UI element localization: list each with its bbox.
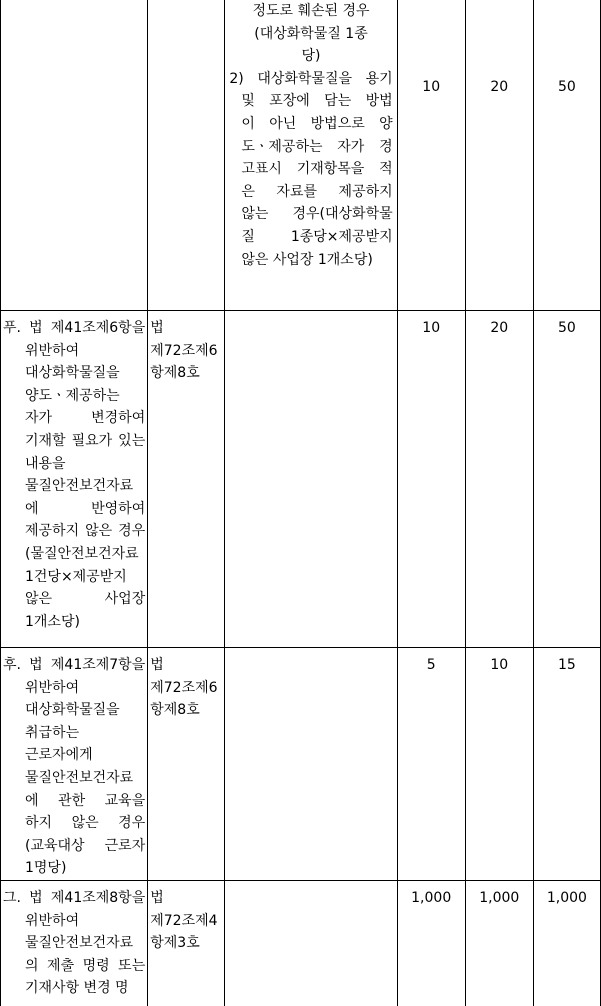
detail-line: 않는 경우(대상화학물 (241, 206, 393, 223)
table-row (1, 648, 601, 881)
violation-text (1, 0, 147, 6)
violation-cell (1, 0, 148, 311)
detail-line: 정도로 훼손된 경우 (252, 3, 370, 19)
amount-first: 1,000 (411, 889, 452, 906)
amount-cell-third (533, 0, 600, 311)
law-cell (148, 311, 225, 648)
violation-text: 후. 법 제41조제7항을 위반하여 대상화학물질을 취급하는 근로자에게 물질안전보건자료에 관한 교육을 하지 않은 경우(교육대상 근로자 1명당) (3, 657, 146, 877)
amount-second: 1,000 (479, 889, 520, 906)
amount-first: 10 (422, 320, 441, 336)
amount-cell-first (397, 0, 465, 311)
amount-cell-first (397, 311, 465, 648)
law-reference: 법 제72조제4항제3호 (150, 889, 218, 952)
amount-cell-third (533, 311, 600, 648)
amount-third: 1,000 (546, 889, 587, 906)
law-cell (148, 648, 225, 881)
amount-cell-third (533, 648, 600, 881)
amount-cell-second (465, 648, 533, 881)
detail-line: 도ㆍ제공하는 자가 경 (241, 138, 393, 155)
detail-line: (대상화학물질 1종 (254, 25, 368, 42)
table-row (1, 0, 601, 311)
violation-text: 푸. 법 제41조제6항을 위반하여 대상화학물질을 양도ㆍ제공하는 자가 변경하여 기재할 필요가 있는 내용을 물질안전보건자료에 반영하여 제공하지 않은 경우(물질안전보건자료 1건당×제공받지 않은 사업장 1개소당) (3, 320, 146, 630)
amount-first: 10 (422, 79, 441, 95)
amount-first: 5 (426, 657, 436, 673)
detail-line: 않은 사업장 1개소당) (241, 251, 373, 268)
amount-cell-first (397, 880, 465, 1006)
amount-cell-second (465, 880, 533, 1006)
detail-cell (225, 311, 397, 648)
amount-third: 50 (558, 79, 576, 95)
amount-cell-first (397, 648, 465, 881)
violation-text: 그. 법 제41조제8항을 위반하여 물질안전보건자료의 제출 명령 또는 기재사항 변경 명 (3, 889, 146, 997)
table-row (1, 880, 601, 1006)
detail-line: 2) 대상화학물질을 용기 (229, 70, 393, 87)
detail-line: 은 자료를 제공하지 (241, 183, 393, 200)
detail-line: 고표시 기재항목을 적 (241, 161, 393, 178)
detail-cell (225, 648, 397, 881)
detail-line: 및 포장에 담는 방법 (241, 93, 393, 110)
detail-text (225, 0, 396, 271)
amount-second: 20 (490, 320, 509, 336)
table-row (1, 311, 601, 648)
amount-third: 50 (558, 320, 576, 336)
detail-cell (225, 880, 397, 1006)
violation-cell (1, 311, 148, 648)
law-reference: 법 제72조제6항제8호 (150, 320, 218, 382)
detail-line: 이 아닌 방법으로 양 (241, 115, 393, 132)
detail-line: 당) (301, 48, 321, 65)
amount-cell-third (533, 880, 600, 1006)
violation-cell (1, 648, 148, 881)
violation-cell (1, 880, 148, 1006)
amount-second: 20 (490, 79, 509, 95)
amount-third: 15 (558, 657, 576, 673)
detail-cell (225, 0, 397, 311)
law-cell (148, 880, 225, 1006)
amount-cell-second (465, 311, 533, 648)
law-reference (148, 0, 224, 6)
law-cell (148, 0, 225, 311)
law-reference: 법 제72조제6항제8호 (150, 657, 218, 719)
detail-line: 질 1종당×제공받지 (241, 228, 393, 245)
amount-second: 10 (490, 657, 509, 673)
amount-cell-second (465, 0, 533, 311)
